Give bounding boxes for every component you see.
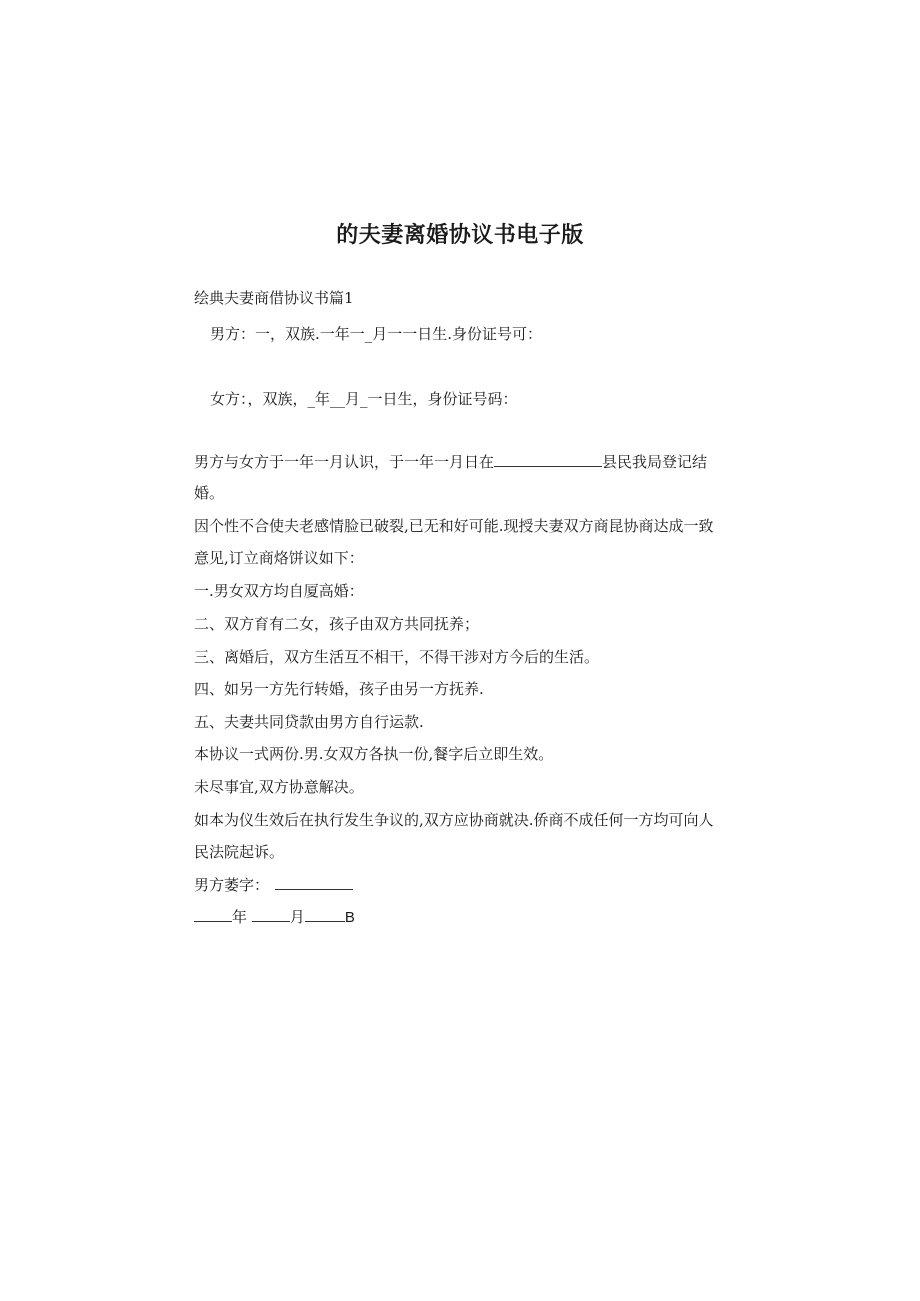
- marriage-info-text: 男方与女方于一年一月认识，于一年一月日在: [194, 453, 495, 471]
- date-month-label: 月: [289, 908, 305, 926]
- clause-5: 五、夫妻共同贷款由男方自行运款.: [194, 713, 424, 731]
- date-line: [194, 907, 355, 928]
- male-party-info: 男方：一，双族.一年一_月一一日生.身份证号可：: [210, 325, 543, 343]
- month-blank: [252, 907, 290, 922]
- reason-line-1: 因个性不合使夫老感情脸已破裂,已无和好可能.现授夫妻双方商昆协商达成一致: [194, 517, 714, 535]
- signature-line: [194, 875, 353, 895]
- unresolved-clause: 未尽事宜,双方协意解决。: [194, 778, 364, 796]
- clause-1: 一.男女双方均自厦高婚：: [194, 582, 364, 600]
- clause-3: 三、离婚后，双方生活互不相干，不得干涉对方今后的生活。: [194, 648, 600, 666]
- document-title: 的夫妻离婚协议书电子版: [336, 223, 584, 248]
- marriage-info-line-1: [194, 452, 707, 472]
- clause-2: 二、双方育有二女，孩子由双方共同抚养；: [194, 615, 480, 633]
- date-day-label: B: [344, 909, 355, 926]
- dispute-line-2: 民法院起诉。: [194, 843, 285, 861]
- female-party-info: 女方：，双族，_年__月_一日生，身份证号码：: [210, 390, 518, 408]
- year-blank: [194, 907, 232, 922]
- clause-4: 四、如另一方先行转婚，孩子由另一方抚养.: [194, 680, 484, 698]
- date-year-label: 年: [232, 908, 248, 926]
- signature-blank: [275, 875, 353, 890]
- dispute-line-1: 如本为仪生效后在执行发生争议的,双方应协商就决.侨商不成任何一方均可向人: [194, 811, 714, 829]
- reason-line-2: 意见,订立商烙饼议如下：: [194, 549, 364, 567]
- copies-clause: 本协议一式两份.男.女双方各执一份,餐字后立即生效。: [194, 745, 554, 763]
- registry-blank: [494, 452, 602, 467]
- signature-label: 男方萎字：: [194, 876, 270, 894]
- day-blank: [305, 907, 345, 922]
- document-subtitle: 绘典夫妻商借协议书篇1: [194, 289, 354, 307]
- marriage-registry-text: 县民我局登记结: [602, 453, 708, 471]
- marriage-info-line-2: 婚。: [194, 484, 225, 502]
